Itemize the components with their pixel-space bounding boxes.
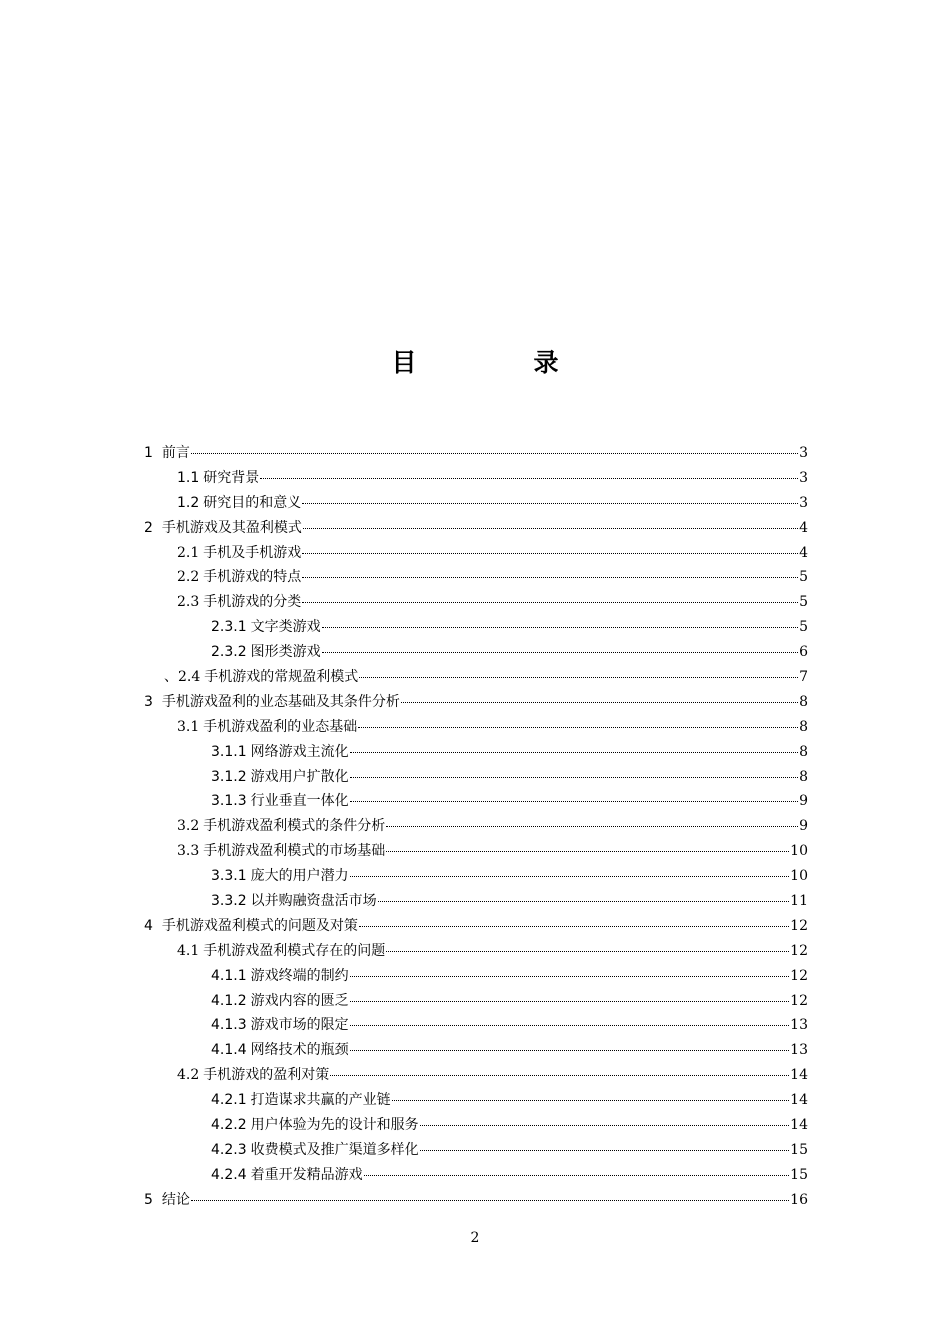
toc-entry-page: 8 — [799, 768, 808, 785]
toc-entry-title: 网络技术的瓶颈 — [250, 1042, 349, 1059]
dot-leader — [322, 651, 798, 653]
dot-leader — [350, 1000, 790, 1002]
toc-entry-title: 手机游戏盈利模式存在的问题 — [203, 942, 386, 959]
toc-entry-number: 4.2.4 — [211, 1166, 247, 1183]
toc-entry[interactable] — [144, 964, 808, 989]
toc-entry-page: 8 — [799, 743, 808, 760]
toc-entry-number: 4.1.3 — [211, 1017, 247, 1034]
dot-leader — [302, 576, 798, 578]
dot-leader — [350, 1024, 790, 1026]
toc-entry[interactable] — [144, 615, 808, 640]
toc-entry-page: 8 — [799, 693, 808, 710]
toc-entry-title: 以并购融资盘活市场 — [250, 893, 377, 910]
toc-entry-number: 4.1.4 — [211, 1042, 247, 1059]
toc-entry[interactable] — [144, 541, 808, 566]
dot-leader — [350, 975, 790, 977]
toc-entry-title: 游戏市场的限定 — [250, 1017, 349, 1034]
toc-entry-title: 手机游戏的分类 — [203, 594, 302, 611]
toc-entry-title: 研究背景 — [203, 469, 260, 486]
toc-entry-title: 文字类游戏 — [250, 619, 321, 636]
toc-entry[interactable] — [144, 889, 808, 914]
toc-entry-title: 手机游戏盈利模式的问题及对策 — [161, 917, 358, 934]
toc-entry-number: 1.2 — [177, 494, 200, 511]
toc-entry[interactable] — [144, 665, 808, 690]
toc-entry-number: 3.1 — [177, 718, 200, 735]
dot-leader — [350, 800, 798, 802]
toc-entry-title: 手机游戏的常规盈利模式 — [204, 669, 359, 686]
toc-entry-title: 网络游戏主流化 — [250, 743, 349, 760]
toc-entry-number: 1.1 — [177, 469, 200, 486]
dot-leader — [260, 477, 798, 479]
toc-entry-title: 手机游戏及其盈利模式 — [161, 519, 302, 536]
toc-entry[interactable] — [144, 516, 808, 541]
dot-leader — [303, 527, 798, 529]
toc-entry-page: 8 — [799, 718, 808, 735]
toc-entry-title: 庞大的用户潜力 — [250, 868, 349, 885]
toc-entry-page: 12 — [790, 917, 808, 934]
dot-leader — [191, 452, 798, 454]
toc-entry-number: 2.2 — [177, 569, 200, 586]
dot-leader — [358, 726, 798, 728]
toc-entry-page: 9 — [799, 818, 808, 835]
toc-entry-page: 7 — [799, 669, 808, 686]
toc-entry[interactable] — [144, 1163, 808, 1188]
dot-leader — [386, 825, 798, 827]
toc-entry-number: 4 — [144, 917, 153, 934]
toc-entry-title: 手机游戏盈利的业态基础及其条件分析 — [161, 693, 400, 710]
toc-entry-page: 6 — [799, 644, 808, 661]
toc-entry-page: 5 — [799, 569, 808, 586]
toc-entry-title: 游戏用户扩散化 — [250, 768, 349, 785]
toc-entry-page: 13 — [790, 1017, 808, 1034]
toc-entry-number: 2.3.1 — [211, 619, 247, 636]
toc-entry[interactable] — [144, 1188, 808, 1213]
toc-entry-title: 手机游戏的特点 — [203, 569, 302, 586]
toc-entry-title: 手机及手机游戏 — [203, 544, 302, 561]
dot-leader — [350, 1049, 790, 1051]
toc-entry-number: 3.2 — [177, 818, 200, 835]
dot-leader — [359, 925, 789, 927]
toc-entry-page: 4 — [799, 519, 808, 536]
toc-entry-page: 11 — [790, 893, 808, 910]
toc-entry[interactable] — [144, 765, 808, 790]
toc-entry-title: 打造谋求共赢的产业链 — [250, 1092, 391, 1109]
toc-entry-title: 图形类游戏 — [250, 644, 321, 661]
toc-entry[interactable] — [144, 466, 808, 491]
dot-leader — [302, 601, 798, 603]
toc-entry-number: 5 — [144, 1191, 153, 1208]
dot-leader — [401, 701, 798, 703]
toc-entry[interactable] — [144, 590, 808, 615]
toc-entry-page: 14 — [790, 1092, 808, 1109]
toc-entry-page: 4 — [799, 544, 808, 561]
toc-entry[interactable] — [144, 441, 808, 466]
toc-entry-number: 1 — [144, 445, 153, 461]
dot-leader — [378, 900, 790, 902]
toc-entry-page: 15 — [790, 1141, 808, 1158]
toc-entry-page: 15 — [790, 1166, 808, 1183]
dot-leader — [350, 776, 798, 778]
toc-entry-number: 3.3.1 — [211, 868, 247, 885]
toc-entry-page: 14 — [790, 1117, 808, 1134]
toc-entry-number: 4.2.3 — [211, 1141, 247, 1158]
toc-entry-page: 10 — [790, 868, 808, 885]
toc-entry[interactable] — [144, 1038, 808, 1063]
toc-entry-title: 手机游戏盈利模式的市场基础 — [203, 843, 386, 860]
dot-leader — [302, 502, 798, 504]
toc-entry-number: 3.1.1 — [211, 743, 247, 760]
toc-entry-page: 12 — [790, 992, 808, 1009]
toc-entry-title: 手机游戏盈利的业态基础 — [203, 718, 358, 735]
dot-leader — [386, 950, 789, 952]
toc-entry[interactable] — [144, 1088, 808, 1113]
toc-entry[interactable] — [144, 1138, 808, 1163]
toc-entry-number: 4.1.1 — [211, 967, 247, 984]
dot-leader — [322, 626, 798, 628]
dot-leader — [302, 552, 798, 554]
toc-entry[interactable] — [144, 1063, 808, 1088]
toc-entry-page: 9 — [799, 793, 808, 810]
toc-entry-title: 研究目的和意义 — [203, 494, 302, 511]
toc-entry-number: 4.2.2 — [211, 1117, 247, 1134]
toc-entry-number: 2 — [144, 519, 153, 536]
toc-entry[interactable] — [144, 491, 808, 516]
toc-entry-number: 3.3 — [177, 843, 200, 860]
toc-entry-title: 游戏终端的制约 — [250, 967, 349, 984]
toc-entry[interactable] — [144, 989, 808, 1014]
toc-entry-page: 5 — [799, 619, 808, 636]
toc-entry[interactable] — [144, 1013, 808, 1038]
dot-leader — [330, 1074, 789, 1076]
toc-entry-title: 用户体验为先的设计和服务 — [250, 1117, 419, 1134]
toc-entry[interactable] — [144, 864, 808, 889]
toc-entry[interactable] — [144, 690, 808, 715]
table-of-contents — [144, 441, 808, 1213]
dot-leader — [420, 1124, 790, 1126]
dot-leader — [364, 1174, 790, 1176]
toc-entry-title: 前言 — [161, 445, 190, 461]
dot-leader — [386, 850, 789, 852]
toc-entry-title: 收费模式及推广渠道多样化 — [250, 1141, 419, 1158]
toc-entry-page: 10 — [790, 843, 808, 860]
toc-entry-title: 行业垂直一体化 — [250, 793, 349, 810]
toc-entry-number: 2.3 — [177, 594, 200, 611]
toc-entry-number: 、2.4 — [164, 669, 201, 686]
toc-entry[interactable] — [144, 789, 808, 814]
toc-entry[interactable] — [144, 565, 808, 590]
dot-leader — [350, 875, 790, 877]
toc-entry-page: 16 — [790, 1191, 808, 1208]
toc-entry-page: 12 — [790, 942, 808, 959]
toc-entry-title: 手机游戏盈利模式的条件分析 — [203, 818, 386, 835]
toc-entry-title: 着重开发精品游戏 — [250, 1166, 363, 1183]
toc-entry-page: 3 — [799, 469, 808, 486]
dot-leader — [350, 751, 798, 753]
toc-entry-page: 13 — [790, 1042, 808, 1059]
dot-leader — [359, 676, 798, 678]
toc-entry-number: 4.2.1 — [211, 1092, 247, 1109]
toc-entry[interactable] — [144, 939, 808, 964]
toc-entry-page: 3 — [799, 445, 808, 461]
toc-entry[interactable] — [144, 1113, 808, 1138]
toc-entry-number: 4.1.2 — [211, 992, 247, 1009]
toc-entry-page: 14 — [790, 1067, 808, 1084]
toc-entry[interactable] — [144, 914, 808, 939]
toc-entry-number: 2.3.2 — [211, 644, 247, 661]
toc-entry-page: 5 — [799, 594, 808, 611]
toc-entry[interactable] — [144, 814, 808, 839]
toc-entry[interactable] — [144, 839, 808, 864]
toc-entry-number: 4.1 — [177, 942, 200, 959]
toc-entry-page: 12 — [790, 967, 808, 984]
toc-entry-number: 3.1.3 — [211, 793, 247, 810]
dot-leader — [191, 1199, 789, 1201]
toc-entry-number: 3.1.2 — [211, 768, 247, 785]
toc-entry[interactable] — [144, 740, 808, 765]
toc-entry-title: 手机游戏的盈利对策 — [203, 1067, 330, 1084]
toc-entry[interactable] — [144, 640, 808, 665]
toc-title: 目 录 — [391, 348, 605, 377]
toc-entry-number: 3.3.2 — [211, 893, 247, 910]
toc-entry[interactable] — [144, 715, 808, 740]
toc-entry-number: 2.1 — [177, 544, 200, 561]
toc-entry-number: 4.2 — [177, 1067, 200, 1084]
toc-entry-number: 3 — [144, 693, 153, 710]
dot-leader — [420, 1149, 790, 1151]
page-number: 2 — [470, 1230, 480, 1246]
toc-entry-title: 游戏内容的匮乏 — [250, 992, 349, 1009]
toc-entry-title: 结论 — [161, 1191, 190, 1208]
dot-leader — [392, 1099, 790, 1101]
toc-entry-page: 3 — [799, 494, 808, 511]
